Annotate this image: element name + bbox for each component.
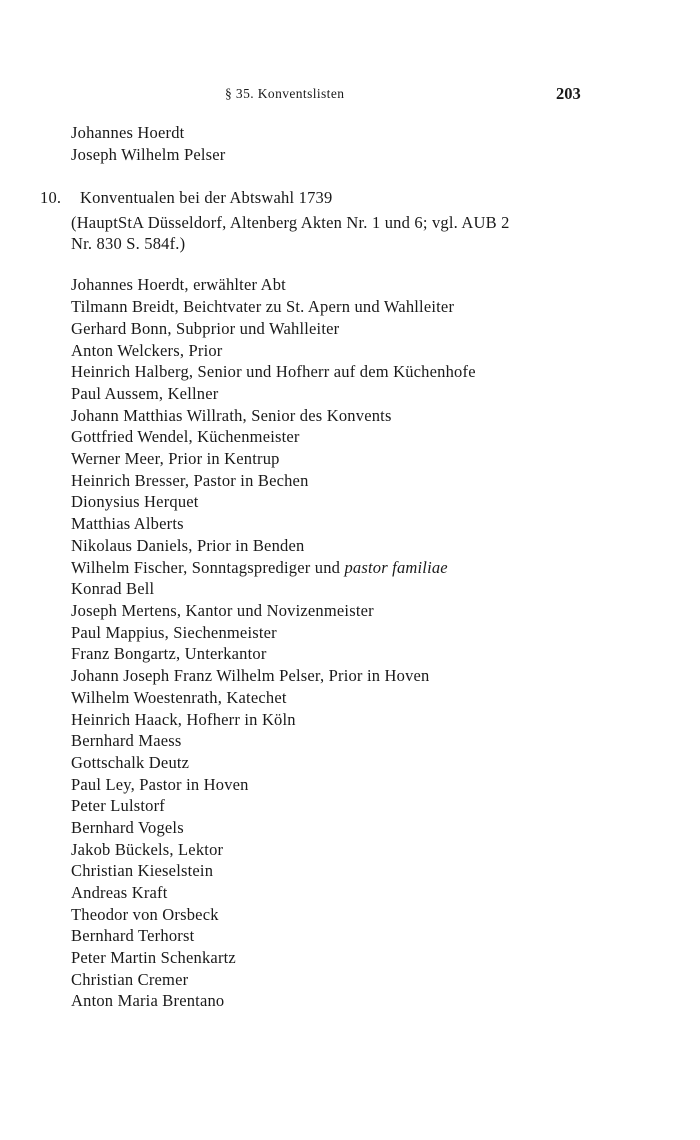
italic-term: pastor familiae [344,558,448,577]
list-item: Anton Maria Brentano [71,991,225,1010]
list-item-text: Wilhelm Fischer, Sonntagsprediger und [71,558,341,577]
page-number: 203 [556,84,581,103]
running-header [0,86,700,106]
list-item: Matthias Alberts [71,514,184,533]
list-item: Bernhard Vogels [71,818,184,837]
list-item: Theodor von Orsbeck [71,905,219,924]
list-item: Joseph Wilhelm Pelser [71,145,226,164]
list-item: Franz Bongartz, Unterkantor [71,644,267,663]
list-item: Johannes Hoerdt, erwählter Abt [71,275,286,294]
header-title: § 35. Konventslisten [225,86,345,101]
list-item: Andreas Kraft [71,883,168,902]
list-item: Gottfried Wendel, Küchenmeister [71,427,300,446]
list-item: Peter Lulstorf [71,796,165,815]
section-title: Konventualen bei der Abtswahl 1739 [80,188,333,207]
list-item: Peter Martin Schenkartz [71,948,236,967]
list-item: Heinrich Bresser, Pastor in Bechen [71,471,309,490]
list-item: Johann Joseph Franz Wilhelm Pelser, Prior in Hoven [71,666,430,685]
source-citation: Nr. 830 S. 584f.) [71,234,186,253]
list-item: Paul Aussem, Kellner [71,384,219,403]
list-item: Christian Kieselstein [71,861,214,880]
list-item: Wilhelm Woestenrath, Katechet [71,688,287,707]
list-item: Werner Meer, Prior in Kentrup [71,449,280,468]
list-item: Paul Ley, Pastor in Hoven [71,775,249,794]
list-item: Gottschalk Deutz [71,753,190,772]
list-item: Paul Mappius, Siechenmeister [71,623,277,642]
list-item: Johannes Hoerdt [71,123,185,142]
source-citation: (HauptStA Düsseldorf, Altenberg Akten Nr. 1 und 6; vgl. AUB 2 [71,213,510,232]
list-item: Heinrich Halberg, Senior und Hofherr auf dem Küchenhofe [71,362,476,381]
list-item: Bernhard Maess [71,731,182,750]
list-item: Nikolaus Daniels, Prior in Benden [71,536,305,555]
list-item [71,557,448,579]
list-item: Bernhard Terhorst [71,926,195,945]
list-item: Johann Matthias Willrath, Senior des Konvents [71,406,392,425]
list-item: Anton Welckers, Prior [71,341,223,360]
section-number: 10. [40,188,62,207]
list-item: Tilmann Breidt, Beichtvater zu St. Apern und Wahlleiter [71,297,455,316]
list-item: Dionysius Herquet [71,492,199,511]
list-item: Gerhard Bonn, Subprior und Wahlleiter [71,319,340,338]
list-item: Christian Cremer [71,970,189,989]
list-item: Jakob Bückels, Lektor [71,840,224,859]
list-item: Heinrich Haack, Hofherr in Köln [71,710,296,729]
list-item: Konrad Bell [71,579,155,598]
list-item: Joseph Mertens, Kantor und Novizenmeister [71,601,374,620]
